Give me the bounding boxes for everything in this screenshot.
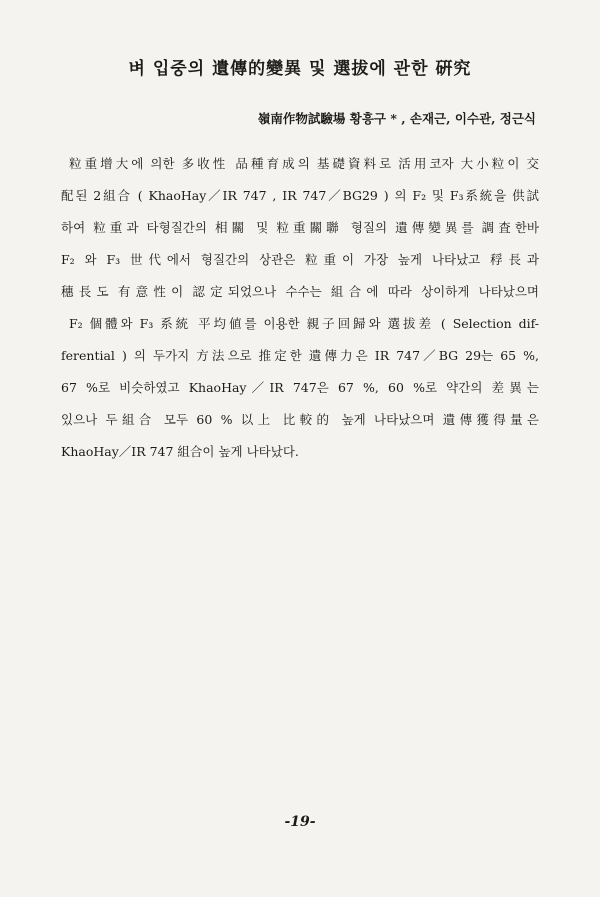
abstract-line: 67 %로 비슷하였고 KhaoHay／IR 747은 67 %, 60 %로 약간의 差異는 <box>61 380 539 395</box>
author-affiliation-line: 嶺南作物試驗場 황흥구 * , 손재근, 이수관, 정근식 <box>257 111 536 126</box>
abstract-line: F₂ 와 F₃ 世代에서 형질간의 상관은 粒重이 가장 높게 나타났고 稃長과 <box>61 252 539 267</box>
abstract-body <box>61 150 539 470</box>
abstract-line: KhaoHay／IR 747 組合이 높게 나타났다. <box>61 444 299 459</box>
abstract-line: 하여 粒重과 타형질간의 相關 및 粒重關聯 형질의 遺傳變異를 調査한바 <box>61 220 539 235</box>
abstract-line: ferential ) 의 두가지 方法으로 推定한 遺傳力은 IR 747／BG 29는 65 %, <box>61 348 539 363</box>
abstract-line: 穗長도 有意性이 認定되었으나 수수는 組合에 따라 상이하게 나타났으며 <box>61 284 539 299</box>
abstract-line: 配된 2組合 ( KhaoHay／IR 747 , IR 747／BG29 ) 의 F₂ 및 F₃系統을 供試 <box>61 188 539 203</box>
abstract-line: 粒重增大에 의한 多收性 品種育成의 基礎資料로 活用코자 大小粒이 交 <box>69 156 539 171</box>
abstract-line: F₂ 個體와 F₃ 系統 平均値를 이용한 親子回歸와 選拔差 ( Selection dif- <box>69 316 539 331</box>
paper-title: 벼 입중의 遺傳的變異 및 選拔에 관한 硏究 <box>128 59 472 79</box>
abstract-line: 있으나 두組合 모두 60 % 以上 比較的 높게 나타났으며 遺傳獲得量은 <box>61 412 539 427</box>
page-number: -19- <box>284 814 316 830</box>
